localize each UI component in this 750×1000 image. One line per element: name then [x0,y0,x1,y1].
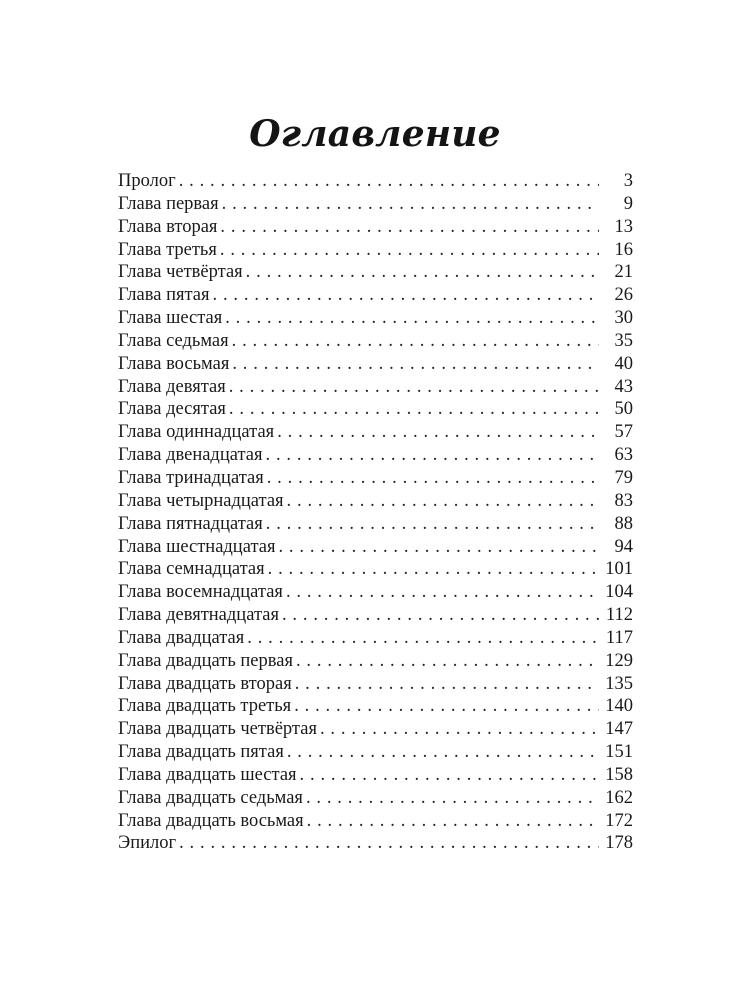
dot-leader [307,810,599,832]
toc-entry-page-number: 40 [614,353,633,374]
dot-leader [229,398,599,420]
toc-entry [118,307,633,330]
toc-entry-page-number: 3 [623,171,633,191]
toc-entry-label: Глава пятая [118,285,210,306]
toc-entry [118,764,633,787]
toc-entry-label: Глава двадцать четвёртая [118,719,317,740]
toc-entry-page-number: 88 [614,513,633,534]
toc-entry-label: Глава шестая [118,308,223,329]
dot-leader [266,444,599,466]
toc-entry-label: Глава двенадцатая [118,445,263,466]
dot-leader [287,490,599,512]
toc-entry-label: Глава семнадцатая [118,559,265,580]
toc-entry [118,695,633,718]
toc-entry-label: Глава девятая [118,376,226,397]
toc-entry [118,216,633,239]
dot-leader [278,536,599,558]
toc-entry [118,536,633,559]
dot-leader [225,307,599,329]
toc-entry [118,421,633,444]
dot-leader [222,193,599,215]
dot-leader [320,718,599,740]
dot-leader [179,832,599,854]
toc-entry-label: Глава тринадцатая [118,467,264,488]
toc-entry-page-number: 94 [614,536,633,557]
toc-entry-page-number: 112 [605,605,633,626]
toc-entry-page-number: 30 [614,308,633,329]
dot-leader [179,170,599,192]
toc-entry-label: Глава десятая [118,399,226,420]
dot-leader [232,330,599,352]
toc-entry [118,718,633,741]
toc-entry-label: Глава шестнадцатая [118,536,276,557]
toc-entry-page-number: 172 [605,810,633,831]
toc-entry [118,650,633,673]
toc-entry [118,832,633,855]
toc-entry [118,353,633,376]
toc-entry [118,284,633,307]
toc-entry [118,330,633,353]
toc-entry-label: Глава двадцать вторая [118,673,292,694]
toc-entry [118,490,633,513]
toc-entry-label: Глава первая [118,193,219,214]
toc-entry-label: Пролог [118,171,176,191]
toc-entry-label: Глава восьмая [118,353,230,374]
toc-entry-label: Глава третья [118,239,217,260]
dot-leader [266,513,599,535]
dot-leader [295,673,599,695]
toc-entry-label: Глава двадцать третья [118,696,292,717]
toc-entry-label: Глава двадцать восьмая [118,810,304,831]
toc-entry [118,787,633,810]
toc-entry-page-number: 135 [605,673,633,694]
toc-entry-page-number: 21 [614,262,633,283]
toc-entry [118,604,633,627]
toc-entry-label: Глава восемнадцатая [118,582,283,603]
toc-entry-page-number: 162 [605,787,633,808]
toc-entry [118,627,633,650]
toc-entry-page-number: 158 [605,764,633,785]
toc-entry [118,398,633,421]
toc-entry-page-number: 117 [605,627,633,648]
toc-entry-page-number: 16 [614,239,633,260]
toc-entry-page-number: 57 [614,422,633,443]
dot-leader [287,741,599,763]
toc-entry-page-number: 104 [605,582,633,603]
toc-entry-label: Глава седьмая [118,330,229,351]
toc-entry [118,810,633,833]
toc-entry-label: Глава двадцать пятая [118,742,284,763]
toc-entry-label: Глава вторая [118,216,218,237]
dot-leader [282,604,599,626]
toc-entry-label: Глава двадцать первая [118,650,293,671]
toc-entry-page-number: 26 [614,285,633,306]
dot-leader [232,353,599,375]
toc-entry-page-number: 13 [614,216,633,237]
dot-leader [229,376,599,398]
toc-entry-label: Глава четырнадцатая [118,490,284,511]
dot-leader [267,467,599,489]
toc-entry-label: Глава двадцать седьмая [118,787,303,808]
toc-entry-label: Глава девятнадцатая [118,605,279,626]
toc-entry-label: Глава четвёртая [118,262,243,283]
toc-entry [118,170,633,193]
toc-entry [118,444,633,467]
toc-entry-page-number: 50 [614,399,633,420]
dot-leader [268,558,599,580]
toc-entry-page-number: 79 [614,467,633,488]
dot-leader [300,764,599,786]
toc-entry [118,193,633,216]
toc-entry [118,261,633,284]
dot-leader [294,695,599,717]
dot-leader [277,421,599,443]
table-of-contents [118,170,633,855]
toc-entry [118,467,633,490]
toc-entry-page-number: 83 [614,490,633,511]
toc-entry-label: Глава пятнадцатая [118,513,263,534]
dot-leader [246,261,599,283]
toc-entry [118,741,633,764]
toc-entry [118,239,633,262]
dot-leader [286,581,599,603]
toc-entry-page-number: 178 [605,833,633,854]
toc-entry-label: Глава двадцать шестая [118,764,297,785]
page-title: Оглавление [249,113,501,155]
toc-entry [118,513,633,536]
toc-entry-page-number: 101 [605,559,633,580]
toc-entry [118,376,633,399]
toc-entry-page-number: 9 [623,193,633,214]
dot-leader [306,787,599,809]
toc-entry [118,558,633,581]
dot-leader [220,216,599,238]
toc-entry-page-number: 129 [605,650,633,671]
dot-leader [247,627,599,649]
toc-entry-page-number: 63 [614,445,633,466]
dot-leader [213,284,599,306]
toc-entry-label: Глава двадцатая [118,627,245,648]
toc-entry-page-number: 43 [614,376,633,397]
toc-entry-page-number: 151 [605,742,633,763]
toc-entry [118,673,633,696]
toc-entry [118,581,633,604]
dot-leader [220,239,599,261]
toc-entry-page-number: 147 [605,719,633,740]
toc-entry-page-number: 35 [614,330,633,351]
toc-entry-page-number: 140 [605,696,633,717]
dot-leader [296,650,599,672]
toc-entry-label: Эпилог [118,833,177,854]
toc-entry-label: Глава одиннадцатая [118,422,275,443]
